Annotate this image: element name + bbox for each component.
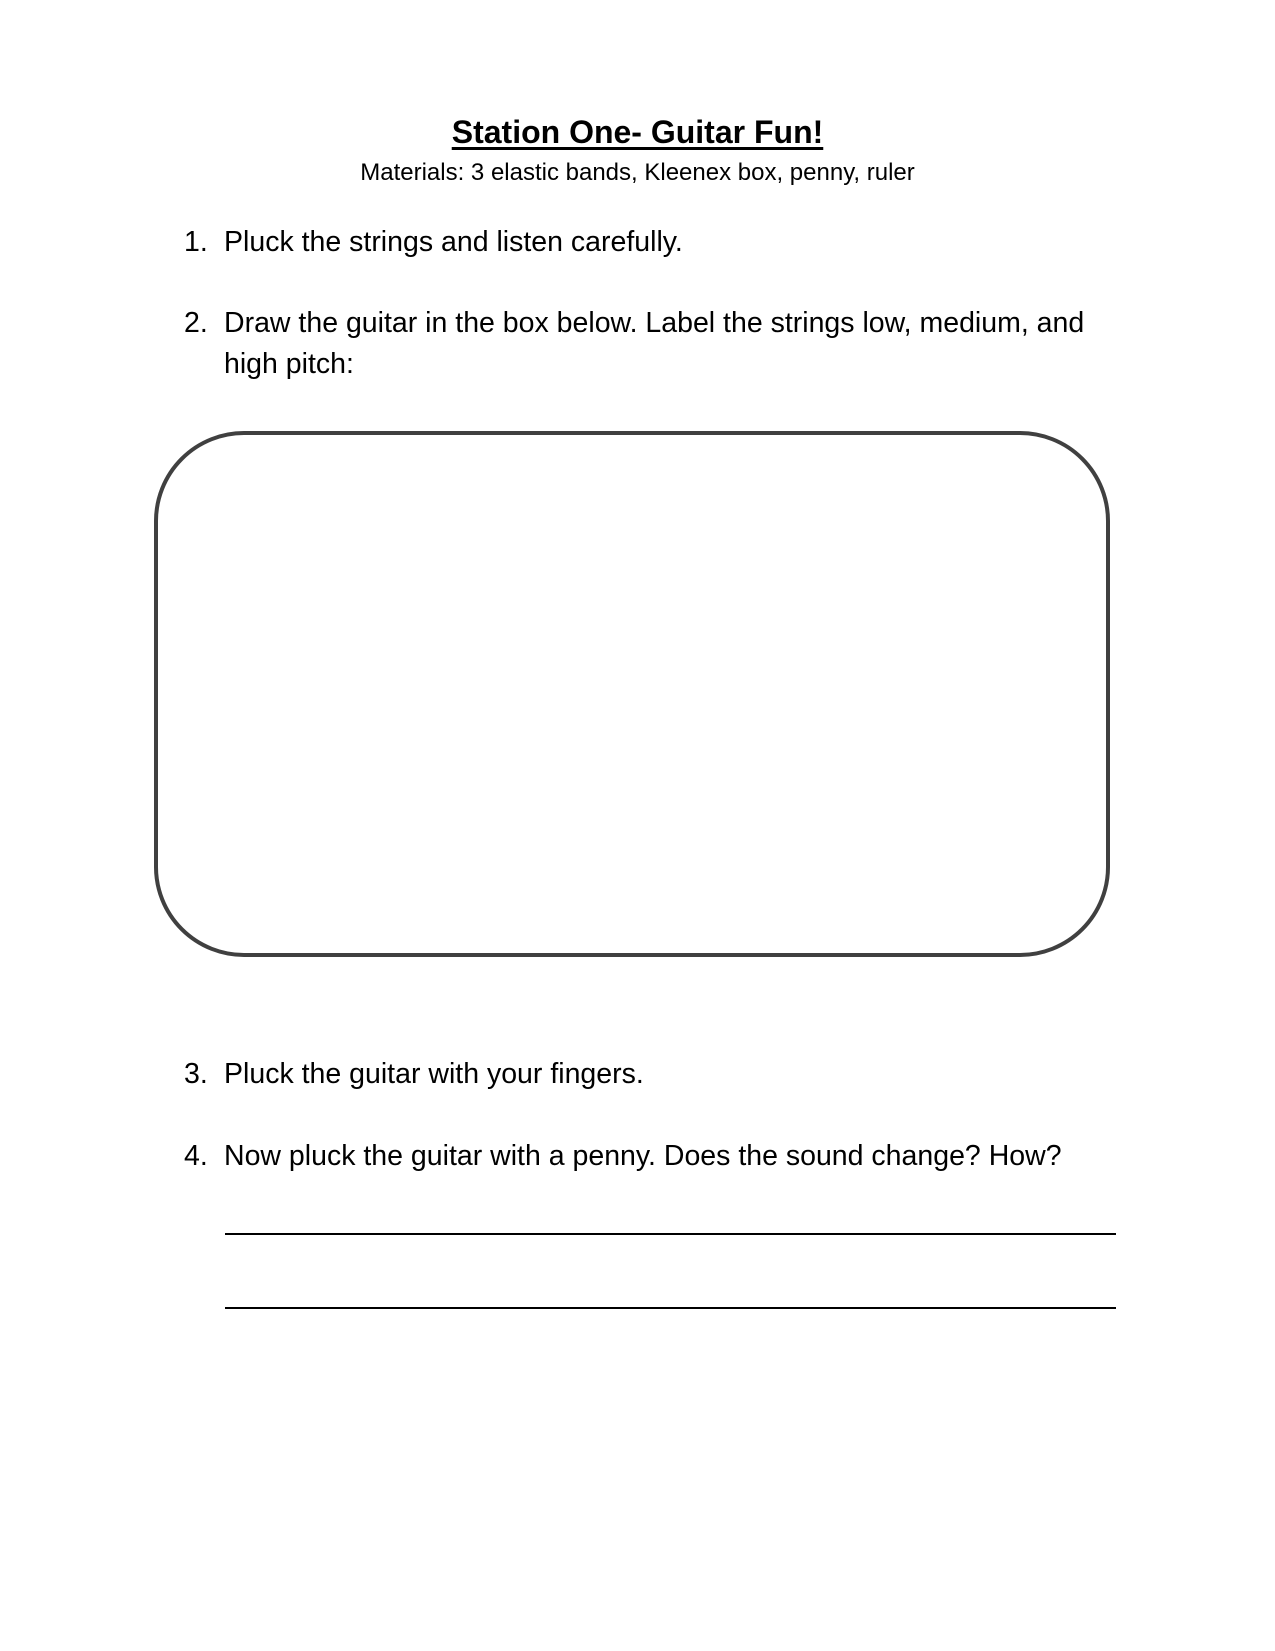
step-number: 2. [184, 307, 208, 339]
step-text: Pluck the strings and listen carefully. [224, 226, 683, 258]
page-title: Station One- Guitar Fun! [451, 114, 824, 150]
step-number: 4. [184, 1140, 208, 1172]
materials-list: Materials: 3 elastic bands, Kleenex box, penny, ruler [360, 159, 915, 186]
list-item-step-3 [184, 1054, 1124, 1095]
answer-line-2[interactable] [225, 1307, 1116, 1309]
answer-line-1[interactable] [225, 1233, 1116, 1235]
drawing-box[interactable] [154, 431, 1110, 957]
list-item-step-4 [184, 1136, 1124, 1177]
step-text: Draw the guitar in the box below. Label the strings low, medium, and high pitch: [224, 307, 1085, 380]
step-text: Now pluck the guitar with a penny. Does the sound change? How? [224, 1140, 1062, 1172]
step-number: 1. [184, 226, 208, 258]
step-text: Pluck the guitar with your fingers. [224, 1058, 644, 1090]
list-item-step-1 [184, 222, 1124, 263]
list-item-step-2 [184, 303, 1124, 385]
step-number: 3. [184, 1058, 208, 1090]
